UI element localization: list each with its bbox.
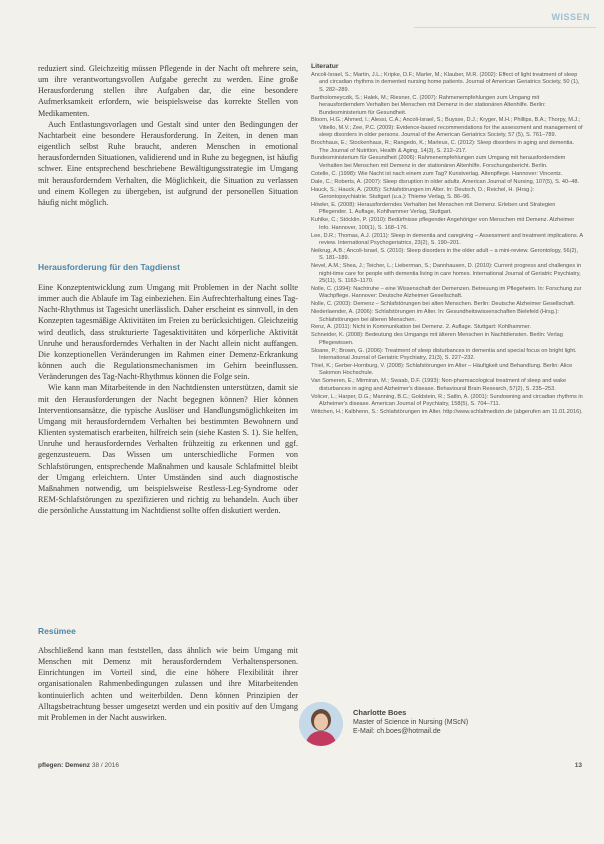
reference: Dale, C.; Roberts, A. (2007): Sleep disruption in older adults. American Journal of Nursing, 107(5), S. 40–48.	[311, 178, 580, 185]
reference: Niederlaender, A. (2006): Schlafstörungen im Alter. In: Gesundheitswissenschaften Bielefeld (Hrsg.): Schlafstörungen bei älteren Menschen.	[311, 309, 559, 323]
intro-block	[38, 63, 298, 208]
reference: Bundesministerium für Gesundheit (2006): Rahmenempfehlungen zum Umgang mit herausforderndem Verhalten bei Menschen mit Demenz in der stationären Altenhilfe. Forschungsbericht. Berlin.	[311, 155, 566, 169]
reference: Nolle, C. (1994): Nachtruhe – eine Wissenschaft der Demenzen. Betreuung im Pflegeheim. In: Forschung zur Wachpflege. Hannover: Deutsche Alzheimer Gesellschaft.	[311, 285, 582, 300]
reference: Thiel, K.; Gerber-Hornburg, V. (2008): Schlafstörungen im Alter – Häufigkeit und Behandlung. Berlin: Alice Salomon Hochschule.	[311, 362, 573, 377]
reference: Höwler, E. (2008): Herausforderndes Verhalten bei Menschen mit Demenz. Erleben und Strategien Pflegender. 1. Auflage, Kohlhammer Verlag, Stuttgart.	[311, 201, 556, 216]
reference: Schneider, K. (2008): Bedeutung des Umgangs mit älteren Menschen in Nachtdiensten. Berlin: Verlag Pflegewissen.	[311, 332, 563, 346]
reference: Brochhaus, E.; Stockenhaus, R.; Rangedo, K.; Marleus, C. (2012): Sleep disorders in aging and dementia. The Journal of Nutrition, Health & Aging, 14(3), S. 212–217.	[311, 140, 575, 154]
section2-body	[38, 645, 298, 723]
page-number: 13	[574, 762, 582, 769]
reference: Bartholomeyczik, S.; Halek, M.; Riesner, C. (2007): Rahmenempfehlungen zum Umgang mit herausforderndem Verhalten bei Menschen mit Demenz in der stationären Altenhilfe. Berlin: Bundesministerium für Gesundheit.	[311, 94, 546, 116]
literature-title: Literatur	[311, 63, 339, 70]
section1-paragraph-2: Wie kann man Mitarbeitende in den Nachtdiensten unterstützen, damit sie mit den Herausforderungen der Nacht begegnen können? Hier können Interventionsansätze, die typische Auslöser und Handlungsmöglichkeiten im Umgang mit herausforderndem Verhalten bei bestimmten Bewohnern und Klienten systematisch erarbeiten, hilfreich sein (siehe Kasten S. 1). Sie helfen, Unruhe und herausforderndes Verhalten frühzeitig zu erkennen und ggf. gegenzusteuern. Das Wissen um unterschiedliche Formen von Schlafstörungen, entsprechende Maßnahmen und kausale Schlafmittel bleibt der Umgang erleichtern. Unter Umständen sind auch diagnostische Maßnahmen notwendig, um beispielsweise Restless-Leg-Syndrome oder REM-Schlafstörungen zu spezifizieren und richtig zu behandeln. Auch über die persönliche Ausstattung im Nachtdienst sollte offen diskutiert werden.	[38, 383, 298, 516]
section2-heading-wrap	[38, 626, 298, 636]
intro-paragraph-2: Auch Entlastungsvorlagen und Gestalt sind unter den Bedingungen der Nachtarbeit eine besondere Herausforderung. In Zeiten, in denen man eigentlich selbst Ruhe braucht, anderen Menschen in emotional herausfordernden Situationen, validierend und in Ruhe zu begegnen, ist häufig schwer. Eine entsprechend beschriebene Bewältigungsstrategie im Umgang mit herausforderndem Verhalten, die Möglichkeit, die Situation zu verlassen und einem Kollegen zu übergeben, ist aufgrund der personellen Situation häufig nicht möglich.	[38, 119, 298, 207]
reference: Renz, A. (2011): Nicht in Kommunikation bei Demenz. 2. Auflage. Stuttgart: Kohlhammer.	[311, 324, 532, 331]
section-label: WISSEN	[551, 12, 590, 22]
reference: Ancoli-Israel, S.; Martin, J.L.; Kripke, D.F.; Marler, M.; Klauber, M.R. (2002): Effect of light treatment of sleep and circadian rhythms in demented nursing home patients. Journal of American Geriatrics Society, 50 (1), S. 282–289.	[311, 72, 580, 93]
author-details	[353, 708, 468, 735]
issue-number: 38 / 2016	[91, 762, 119, 769]
page-header	[0, 0, 604, 34]
author-name: Charlotte Boes	[353, 708, 407, 717]
literature-list	[311, 63, 583, 417]
page-footer	[38, 762, 582, 774]
author-portrait-icon	[299, 702, 343, 746]
reference: Cotelle, C. (1998): Wie Nacht ist nach einem zum Tag? Kunstverlag. Altenpflege. Hannover: Vincentz.	[311, 170, 563, 177]
author-email[interactable]: E-Mail: ch.boes@hotmail.de	[353, 728, 441, 735]
section-heading-tagdienst: Herausforderung für den Tagdienst	[38, 262, 180, 272]
author-box	[299, 702, 589, 746]
reference: Sloane, P.; Brown, G. (2006): Treatment of sleep disturbances in dementia and special focus on bright light. International Journal of Geriatric Psychiatry, 21(3), S. 227–232.	[311, 347, 577, 362]
reference: Hauck, S.; Hauck, A. (2005): Schlafstörungen im Alter. In: Deutsch, D.; Reichel, H. (Hrsg.): Gerontopsychiatrie. Stuttgart (u.a.): Thieme Verlag, S. 86–96.	[311, 186, 535, 200]
reference: Volicer, L.; Harper, D.G.; Manning, B.C.; Goldstein, R.; Satlin, A. (2001): Sundowning and circadian rhythms in Alzheimer's disease. American Journal of Psychiatry, 158(5), S. 704–711.	[311, 393, 583, 407]
footer-magazine	[38, 762, 119, 769]
reference: Neikrug, A.B.; Ancoli-Israel, S. (2010): Sleep disorders in the older adult – a mini-review. Gerontology, 56(2), S. 181–189.	[311, 247, 578, 262]
section2-paragraph-1: Abschließend kann man feststellen, dass ähnlich wie beim Umgang mit Menschen mit Demenz mit herausforderndem Verhaltenspersonen. Einrichtungen im Vorteil sind, die eine höhere Flexibilität ihrer organisationalen Rahmenbedingungen zulassen und ihre Mitarbeitenden kontinuierlich achten und weiterbilden. Denn können Prinzipien der Alltagsbetrachtung besser umgesetzt werden und ein positiv auf den Umgang mit Problemen in der Nacht auswirken.	[38, 646, 298, 722]
section1-body	[38, 282, 298, 516]
reference: Bloom, H.G.; Ahmed, I.; Alessi, C.A.; Ancoli-Israel, S.; Buysse, D.J.; Kryger, M.H.; Phillips, B.A.; Thorpy, M.J.; Vitiello, M.V.; Zee, P.C. (2009): Evidence-based recommendations for the assessment and management of sleep disorders in older persons. Journal of the American Geriatrics Society, 57 (5), S. 761–789.	[311, 117, 583, 139]
reference: Van Someren, E.; Mirmiran, M.; Swaab, D.F. (1993): Non-pharmacological treatment of sleep and wake disturbances in aging and Alzheimer's disease. Behavioural Brain Research, 57(2), S. 235–253.	[311, 378, 567, 392]
intro-paragraph-1: reduziert sind. Gleichzeitig müssen Pflegende in der Nacht oft mehrere sein, um ihre verantwortungsvollen Aufgabe gerecht zu werden. Eine große Herausforderung stellen ihre Aufgaben dar, die eine besondere Aufmerksamkeit erfordern, wie beispielsweise das korrekte Stellen von Medikamenten.	[38, 64, 298, 118]
reference: Wittchen, H.; Kalbhenn, S.: Schlafstörungen im Alter. http://www.schlafmedizin.de (abgerufen am 11.01.2016).	[311, 408, 583, 415]
reference: Nolle, C. (2003): Demenz – Schlafstörungen bei alten Menschen. Berlin: Deutsche Alzheimer Gesellschaft.	[311, 301, 575, 308]
reference: Nevel, A.M.; Shea, J.; Teicher, L.; Lieberman, S.; Dannhausen, D. (2010): Current progress and challenges in night-time care for people with dementia living in care homes. International Journal of Geriatric Psychiatry, 25(11), S. 1163–1170.	[311, 263, 582, 284]
reference: Kuhlke, C.; Stöcklin, P. (2010): Bedürfnisse pflegender Angehöriger von Menschen mit Demenz. Alzheimer Info. Hannover, 100(1), S. 168–176.	[311, 217, 575, 231]
reference: Lee, D.R.; Thomas, A.J. (2011): Sleep in dementia and caregiving – Assessment and treatment implications. A review. International Psychogeriatrics, 23(2), S. 190–201.	[311, 232, 583, 246]
author-title: Master of Science in Nursing (MScN)	[353, 719, 469, 726]
section1-heading-wrap	[38, 262, 298, 272]
section-heading-resuemee: Resümee	[38, 626, 76, 636]
magazine-name: pflegen: Demenz	[38, 762, 91, 769]
header-rule	[414, 27, 596, 28]
section1-paragraph-1: Eine Konzeptentwicklung zum Umgang mit Problemen in der Nacht sollte immer auch die Ablaufe im Tag einbeziehen. Ein Aufrechterhaltung eines Tag-Nacht-Rhythmus ist Tagesicht unerlässlich. Daher erscheint es sinnvoll, in den Konzepten tagesmäßige Aktivitäten im Freien zu berücksichtigen. Gleichzeitig wird deutlich, dass strukturierte Tagesaktivitäten und körperliche Aktivität Unruhe und herausforderndes Verhalten in der Nacht allein nicht auffangen. Die konzeptionellen Veränderungen im Rahmen einer Demenz-Erkrankung können auch die Regulationsmechanismen im Gehirn beeinflussen. Veränderungen des Tag-Nacht-Rhythmus können die Folge sein.	[38, 283, 298, 382]
